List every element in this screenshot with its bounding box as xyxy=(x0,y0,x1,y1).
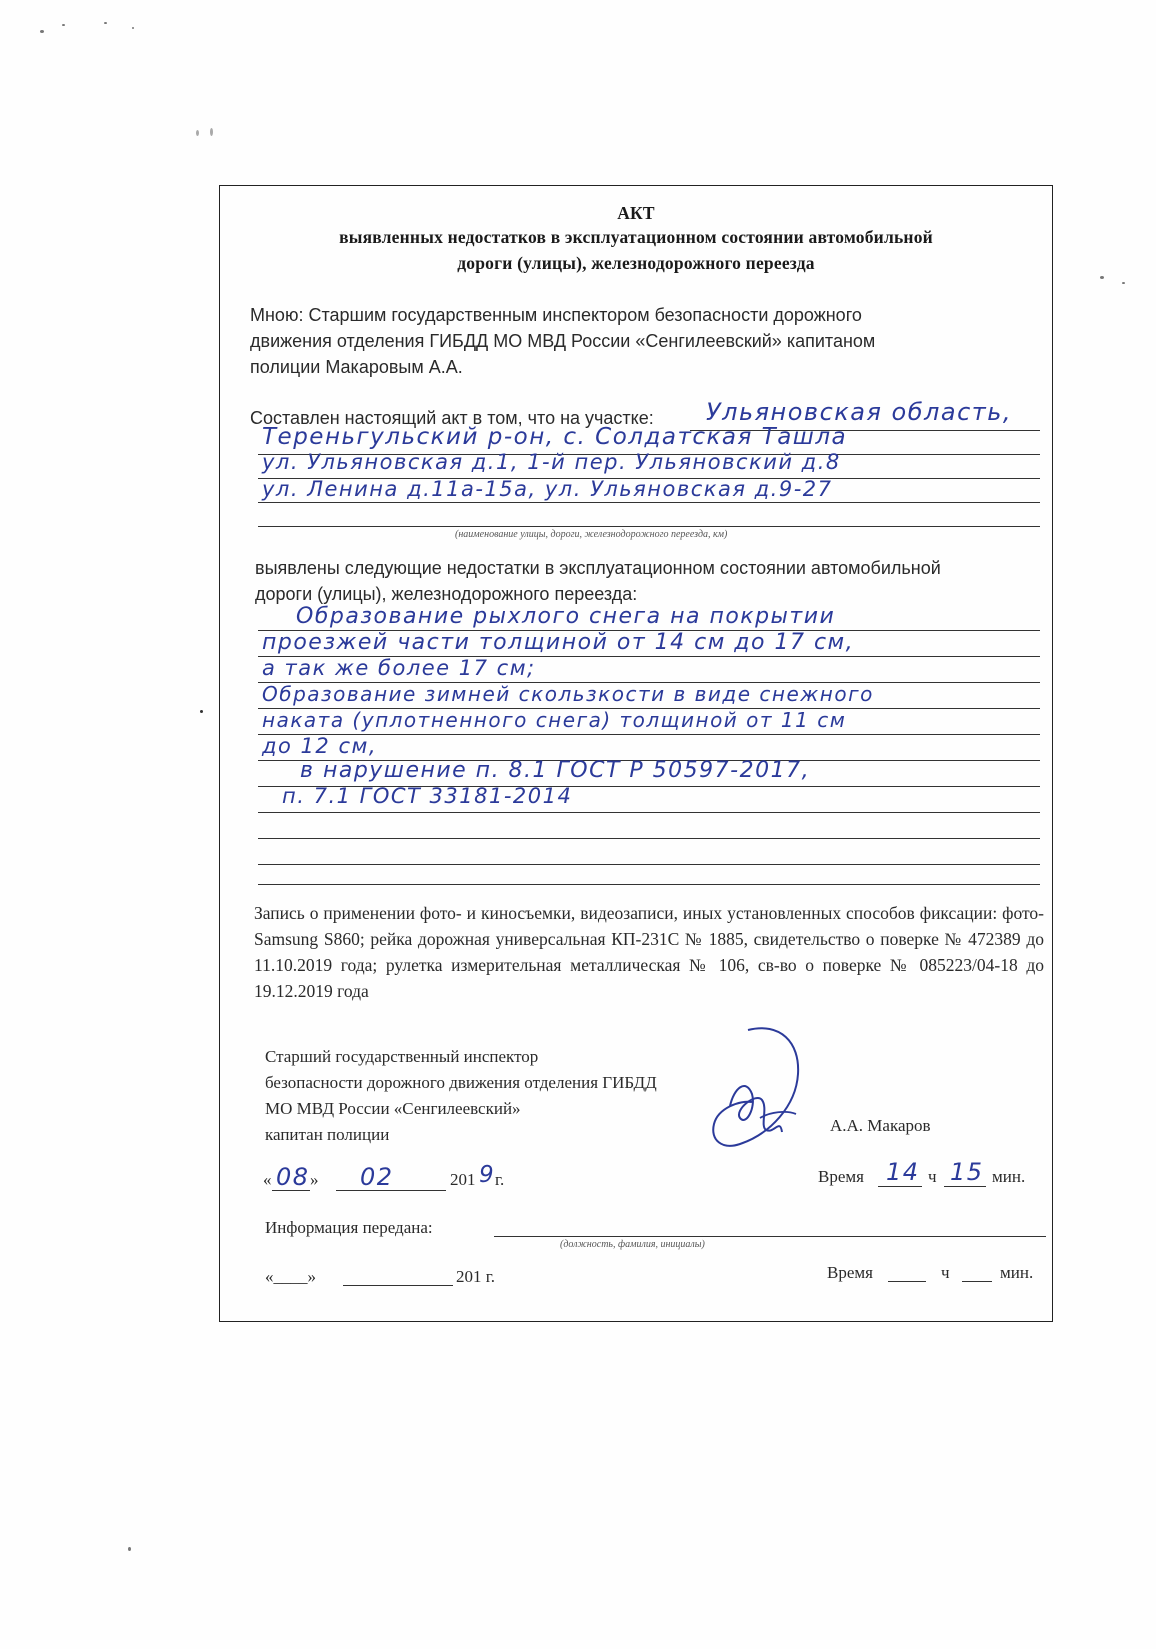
handwritten-defect-line1: Образование рыхлого снега на покрытии xyxy=(296,604,836,629)
inspector-line3: полиции Макаровым А.А. xyxy=(250,357,463,377)
date2-month-rule xyxy=(343,1285,453,1286)
signature-mark xyxy=(700,1022,810,1162)
signer-name: А.А. Макаров xyxy=(830,1116,931,1135)
defects-intro-line2: дороги (улицы), железнодорожного переезда: xyxy=(255,584,638,604)
time2-minutes-rule xyxy=(962,1281,992,1282)
scan-speck xyxy=(128,1547,131,1551)
inspector-line2: движения отделения ГИБДД МО МВД России «Сенгилеевский» капитаном xyxy=(250,331,876,351)
time2-label: Время xyxy=(827,1263,873,1282)
signer-line1: Старший государственный инспектор xyxy=(265,1047,539,1066)
handwritten-defect-line3: а так же более 17 см; xyxy=(262,656,536,680)
act-subtitle-line1: выявленных недостатков в эксплуатационном состоянии автомобильной xyxy=(339,227,933,247)
location-rule xyxy=(258,502,1040,503)
scan-speck xyxy=(40,30,44,33)
time-hours-rule xyxy=(878,1186,922,1187)
location-rule xyxy=(258,526,1040,527)
inspector-line1: Мною: Старшим государственным инспектором безопасности дорожного xyxy=(250,305,862,325)
time-hours-value: 14 xyxy=(886,1158,920,1186)
handwritten-defect-line6: до 12 см, xyxy=(262,734,378,758)
handwritten-defect-line8: п. 7.1 ГОСТ 33181-2014 xyxy=(282,784,573,808)
date2-day-placeholder: «____» xyxy=(265,1267,316,1286)
date-year-digit: 9 xyxy=(479,1162,496,1188)
signer-line2: безопасности дорожного движения отделения ГИБДД xyxy=(265,1073,657,1092)
photo-record-text: Запись о применении фото- и киносъемки, видеозаписи, иных установленных способов фиксации: фото-Samsung S860; рейка дорожная универсальная КП-231С № 1885, свидетельство о поверке № 472389 до 11.10.2019 года; рулетка измерительная металлическая № 106, св-во о поверке № 085223/04-18 до 19.12.2019 года xyxy=(254,903,1044,1001)
location-label: Составлен настоящий акт в том, что на участке: xyxy=(250,408,654,428)
time-minutes-value: 15 xyxy=(950,1158,984,1186)
handwritten-defect-line7: в нарушение п. 8.1 ГОСТ Р 50597-2017, xyxy=(300,758,811,783)
scan-speck xyxy=(1122,282,1125,284)
defects-rule xyxy=(258,884,1040,885)
scan-speck xyxy=(210,128,213,136)
signer-line3: МО МВД России «Сенгилеевский» xyxy=(265,1099,521,1118)
date-mid-quote: » xyxy=(310,1170,319,1189)
date-open-quote: « xyxy=(263,1170,272,1189)
time-minutes-label: мин. xyxy=(992,1167,1026,1186)
date2-year: 201 г. xyxy=(456,1267,496,1286)
handwritten-location-line2: Тереньгульский р-он, с. Солдатская Ташла xyxy=(262,424,848,450)
handwritten-location-line1: Ульяновская область, xyxy=(706,398,1013,426)
time2-hours-rule xyxy=(888,1281,926,1282)
time-label: Время xyxy=(818,1167,864,1186)
date-year-suffix: г. xyxy=(495,1170,505,1189)
date-month-rule xyxy=(336,1190,446,1191)
scan-speck xyxy=(132,27,134,29)
info-passed-hint: (должность, фамилия, инициалы) xyxy=(560,1239,705,1250)
handwritten-defect-line4: Образование зимней скользкости в виде снежного xyxy=(262,682,874,706)
scan-speck xyxy=(104,22,107,24)
time2-minutes-label: мин. xyxy=(1000,1263,1034,1282)
defects-rule xyxy=(258,864,1040,865)
date-day-rule xyxy=(272,1190,310,1191)
act-title: АКТ xyxy=(617,203,655,223)
info-passed-label: Информация передана: xyxy=(265,1218,433,1237)
handwritten-defect-line2: проезжей части толщиной от 14 см до 17 см, xyxy=(262,630,855,655)
time2-hours-label: ч xyxy=(941,1263,950,1282)
time-minutes-rule xyxy=(944,1186,986,1187)
signer-line4: капитан полиции xyxy=(265,1125,390,1144)
scan-speck xyxy=(196,130,199,136)
handwritten-location-line4: ул. Ленина д.11а-15а, ул. Ульяновская д.9-27 xyxy=(262,477,833,501)
defects-rule xyxy=(258,812,1040,813)
info-passed-rule xyxy=(494,1236,1046,1237)
scan-speck xyxy=(62,24,65,26)
scan-speck xyxy=(1100,276,1104,279)
date-month-value: 02 xyxy=(360,1163,394,1191)
location-hint: (наименование улицы, дороги, железнодорожного переезда, км) xyxy=(455,529,728,540)
handwritten-location-line3: ул. Ульяновская д.1, 1-й пер. Ульяновский д.8 xyxy=(262,450,841,474)
defects-intro-line1: выявлены следующие недостатки в эксплуатационном состоянии автомобильной xyxy=(255,558,941,578)
scan-speck xyxy=(200,710,203,713)
defects-rule xyxy=(258,838,1040,839)
time-hours-label: ч xyxy=(928,1167,937,1186)
act-subtitle-line2: дороги (улицы), железнодорожного переезда xyxy=(457,253,815,273)
date-day-value: 08 xyxy=(276,1163,310,1191)
handwritten-defect-line5: наката (уплотненного снега) толщиной от 11 см xyxy=(262,708,847,732)
date-year-prefix: 201 xyxy=(450,1170,476,1189)
